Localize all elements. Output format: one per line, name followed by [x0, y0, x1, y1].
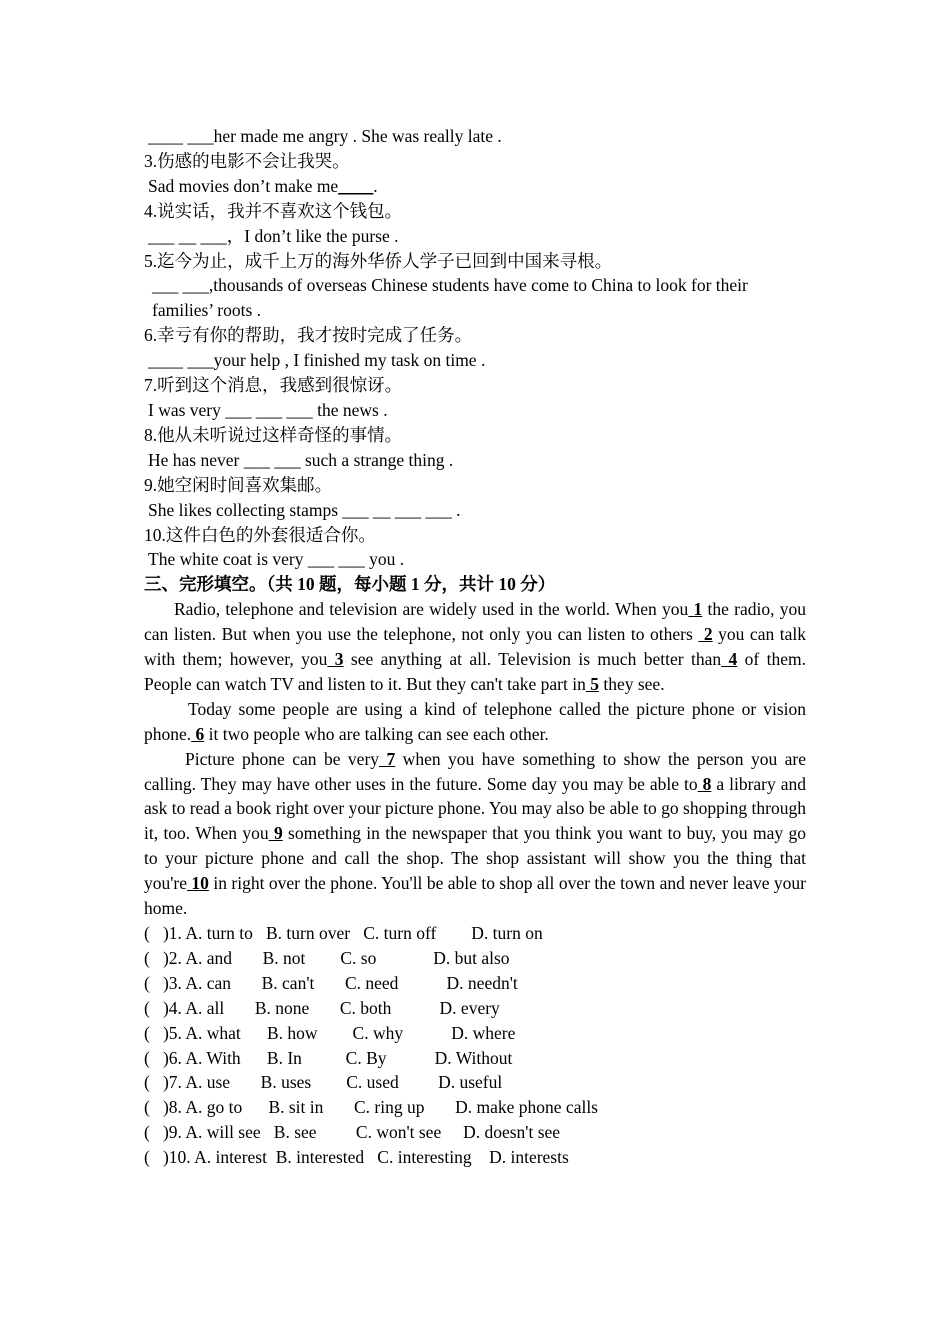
passage-text: Today some people are using a kind of telephone called the picture phone or vision phone. [144, 698, 806, 744]
question-prompt-zh [144, 373, 806, 398]
passage-text: a library and ask to read a book right over your picture phone. You may also be able to go shopping through it, too. When you [144, 773, 807, 844]
cloze-blank-1[interactable]: 1 [688, 599, 703, 620]
passage-paragraph [144, 747, 806, 921]
cloze-question-2[interactable]: ( )2. A. and B. not C. so D. but also [144, 947, 510, 968]
answer-blank[interactable]: ___ __ ___ ___ [342, 499, 452, 520]
question-number: 4. [144, 200, 158, 221]
question-text-zh: 说实话，我并不喜欢这个钱包。 [157, 200, 403, 221]
sentence-fragment: your help , I finished my task on time . [213, 350, 486, 371]
answer-blank[interactable]: ___ ___ ___ [225, 399, 313, 420]
question-text-zh: 伤感的电影不会让我哭。 [157, 150, 350, 171]
question-number: 7. [144, 375, 158, 396]
answer-blank[interactable]: ___ __ ___ [148, 225, 227, 246]
answer-sentence-en [144, 124, 806, 149]
cloze-question-8[interactable]: ( )8. A. go to B. sit in C. ring up D. make phone calls [144, 1097, 598, 1118]
question-prompt-zh [144, 199, 806, 224]
sentence-fragment: The white coat is very [148, 549, 308, 570]
answer-sentence-en [144, 398, 806, 423]
cloze-question-9[interactable]: ( )9. A. will see B. see C. won't see D. doesn't see [144, 1122, 561, 1143]
question-number: 6. [144, 325, 158, 346]
passage-paragraph [144, 697, 806, 747]
cloze-blank-2[interactable]: 2 [698, 624, 713, 645]
cloze-blank-8[interactable]: 8 [697, 773, 712, 794]
translation-section [144, 124, 806, 572]
cloze-question-4[interactable]: ( )4. A. all B. none C. both D. every [144, 997, 500, 1018]
question-text-zh: 迄今为止，成千上万的海外华侨人学子已回到中国来寻根。 [157, 250, 613, 271]
cloze-question-1[interactable]: ( )1. A. turn to B. turn over C. turn off D. turn on [144, 923, 543, 943]
answer-blank[interactable]: ___ ___ [243, 449, 301, 470]
cloze-blank-10[interactable]: 10 [187, 873, 209, 894]
sentence-fragment: Sad movies don’t make me [148, 175, 339, 196]
passage-text: see anything at all. Television is much better than [343, 649, 722, 670]
question-text-zh: 这件白色的外套很适合你。 [165, 524, 376, 545]
passage-text: something in the newspaper that you think you want to buy, you may go to your picture phone and call the shop. The shop assistant will show you the thing that you're [144, 823, 806, 894]
sentence-fragment: the news . [312, 399, 388, 420]
cloze-question-6[interactable]: ( )6. A. With B. In C. By D. Without [144, 1047, 513, 1068]
answer-sentence-en [144, 174, 806, 199]
answer-sentence-en [144, 273, 806, 323]
cloze-blank-6[interactable]: 6 [191, 723, 205, 744]
sentence-fragment: you . [364, 549, 405, 570]
cloze-blank-4[interactable]: 4 [721, 649, 738, 670]
sentence-fragment: She likes collecting stamps [148, 499, 343, 520]
sentence-fragment: . [373, 175, 378, 196]
question-number: 9. [144, 474, 158, 495]
answer-blank[interactable]: ____ [338, 175, 374, 196]
question-text-zh: 她空闲时间喜欢集邮。 [157, 474, 333, 495]
passage-text: they see. [598, 673, 665, 694]
passage-text: Picture phone can be very [185, 748, 380, 769]
cloze-blank-5[interactable]: 5 [585, 673, 599, 694]
answer-sentence-en [144, 547, 806, 572]
passage-text: when you have something to show the person you are calling. They may have other uses in the future. Some day you may be able to [144, 748, 807, 794]
answer-blank[interactable]: ___ ___ [152, 275, 209, 296]
cloze-passage [144, 597, 806, 921]
sentence-fragment: He has never [148, 449, 244, 470]
answer-sentence-en [144, 448, 806, 473]
question-prompt-zh [144, 423, 806, 448]
question-text-zh: 听到这个消息，我感到很惊讶。 [157, 375, 403, 396]
cloze-question-5[interactable]: ( )5. A. what B. how C. why D. where [144, 1022, 516, 1043]
sentence-fragment: I was very [148, 399, 226, 420]
cloze-question-3[interactable]: ( )3. A. can B. can't C. need D. needn't [144, 972, 518, 993]
passage-text: of them. People can watch TV and listen to it. But they can't take part in [144, 649, 807, 694]
sentence-fragment: ,thousands of overseas Chinese students have come to China to look for their families’ roots . [152, 275, 748, 321]
question-number: 10. [144, 524, 166, 545]
question-text-zh: 幸亏有你的帮助，我才按时完成了任务。 [157, 325, 473, 346]
cloze-question-7[interactable]: ( )7. A. use B. uses C. used D. useful [144, 1072, 503, 1093]
passage-paragraph [144, 597, 806, 697]
sentence-fragment: her made me angry . She was really late . [213, 126, 502, 146]
passage-text: the radio, you can listen. But when you use the telephone, not only you can listen to others [144, 599, 807, 645]
question-number: 3. [144, 150, 158, 171]
cloze-blank-3[interactable]: 3 [327, 649, 344, 670]
question-prompt-zh [144, 473, 806, 498]
question-prompt-zh [144, 149, 806, 174]
cloze-question-10[interactable]: ( )10. A. interest B. interested C. interesting D. interests [144, 1147, 569, 1168]
sentence-fragment: ，I don’t like the purse . [226, 225, 399, 246]
cloze-blank-9[interactable]: 9 [268, 823, 283, 844]
answer-sentence-en [144, 224, 806, 249]
question-prompt-zh [144, 323, 806, 348]
passage-text: Radio, telephone and television are widely used in the world. When you [174, 599, 689, 620]
cloze-questions [144, 921, 806, 1170]
question-number: 8. [144, 424, 158, 445]
answer-blank[interactable]: ____ ___ [148, 350, 214, 371]
passage-text: you can talk with them; however, you [144, 624, 806, 670]
passage-text: it two people who are talking can see each other. [204, 723, 549, 744]
section-heading-cloze: 三、完形填空。（共 10 题，每小题 1 分，共计 10 分） [144, 574, 556, 595]
answer-blank[interactable]: ____ ___ [148, 126, 214, 146]
passage-text: in right over the phone. You'll be able to shop all over the town and never leave your home. [144, 873, 806, 919]
sentence-fragment: such a strange thing . [300, 449, 454, 470]
sentence-fragment: . [451, 499, 461, 520]
question-prompt-zh [144, 523, 806, 548]
answer-blank[interactable]: ___ ___ [307, 549, 365, 570]
question-prompt-zh [144, 249, 806, 274]
question-number: 5. [144, 250, 158, 271]
answer-sentence-en [144, 498, 806, 523]
question-text-zh: 他从未听说过这样奇怪的事情。 [157, 424, 403, 445]
cloze-blank-7[interactable]: 7 [379, 748, 396, 769]
document-content [144, 124, 806, 1170]
answer-sentence-en [144, 348, 806, 373]
